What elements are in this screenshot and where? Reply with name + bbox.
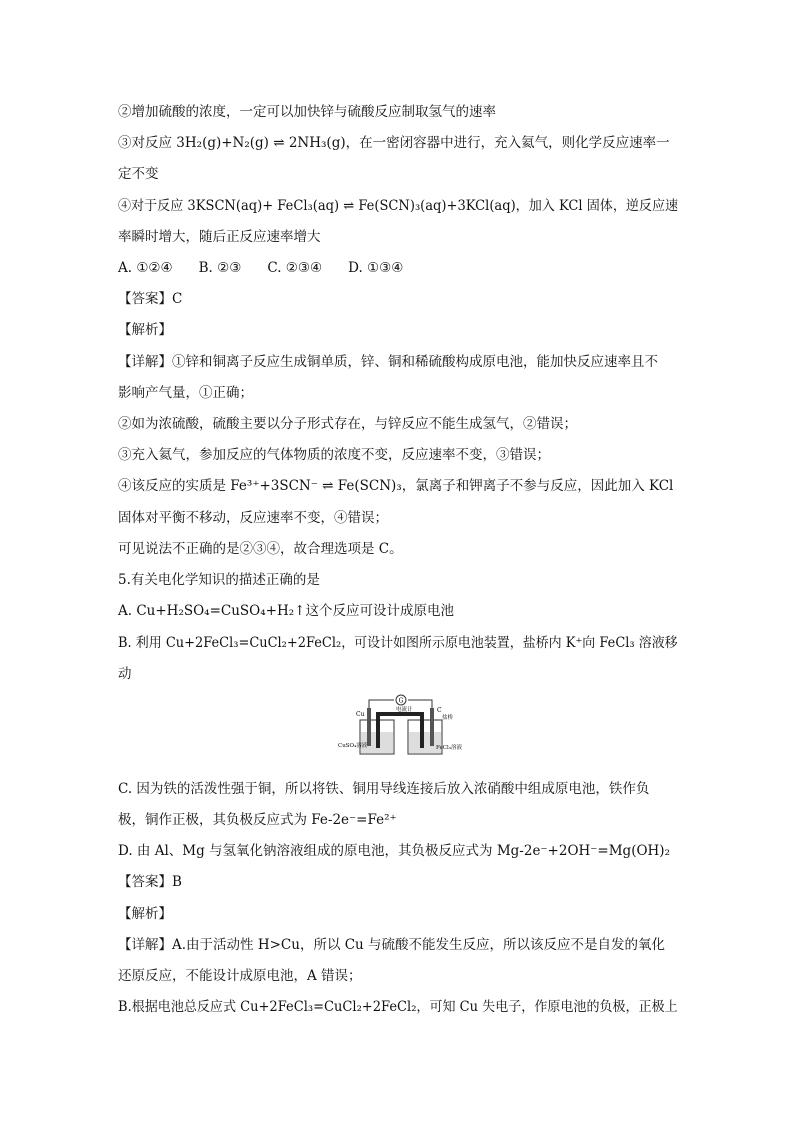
c-electrode-label: C: [437, 707, 442, 714]
text-line: 可见说法不正确的是②③④，故合理选项是 C。: [118, 541, 403, 557]
text-line: ④对于反应 3KSCN(aq)+ FeCl₃(aq) ⇌ Fe(SCN)₃(aq)+3KCl(aq)，加入 KCl 固体，逆反应速: [118, 198, 679, 214]
option-b: B. 利用 Cu+2FeCl₃=CuCl₂+2FeCl₂，可设计如图所示原电池装置，盐桥内 K⁺向 FeCl₃ 溶液移: [118, 635, 678, 651]
text-line: ②增加硫酸的浓度，一定可以加快锌与硫酸反应制取氢气的速率: [118, 104, 496, 120]
option-c: C. 因为铁的活泼性强于铜，所以将铁、铜用导线连接后放入浓硝酸中组成原电池，铁作负: [118, 781, 650, 797]
galvanic-cell-diagram: [338, 692, 462, 758]
left-solution-label: CuSO₄溶液: [338, 743, 368, 749]
text-line: ②如为浓硫酸，硫酸主要以分子形式存在，与锌反应不能生成氢气，②错误；: [118, 416, 577, 432]
text-line: ③对反应 3H₂(g)+N₂(g) ⇌ 2NH₃(g)，在一密闭容器中进行，充入氦气，则化学反应速率一: [118, 135, 670, 151]
text-line: 定不变: [118, 166, 159, 182]
text-line: 固体对平衡不移动，反应速率不变，④错误；: [118, 510, 388, 526]
salt-bridge-label: 盐桥: [442, 715, 454, 721]
choice-c: C. ②③④: [267, 260, 323, 276]
choice-b: B. ②③: [198, 260, 242, 276]
text-line: 【详解】①锌和铜离子反应生成铜单质，锌、铜和稀硫酸构成原电池，能加快反应速率且不: [118, 354, 658, 370]
galvanometer-label: G: [398, 697, 404, 705]
text-line: 极，铜作正极，其负极反应式为 Fe-2e⁻=Fe²⁺: [118, 812, 397, 828]
question-title: 5.有关电化学知识的描述正确的是: [118, 572, 320, 588]
text-line: 还原反应，不能设计成原电池，A 错误；: [118, 968, 362, 984]
analysis-label: 【解析】: [118, 322, 172, 338]
text-line: 【详解】A.由于活动性 H>Cu，所以 Cu 与硫酸不能发生反应，所以该反应不是自发的氧化: [118, 937, 666, 953]
text-line: ③充入氦气，参加反应的气体物质的浓度不变，反应速率不变，③错误；: [118, 447, 550, 463]
text-line: B.根据电池总反应式 Cu+2FeCl₃=CuCl₂+2FeCl₂，可知 Cu 失电子，作原电池的负极，正极上: [118, 999, 678, 1015]
analysis-label: 【解析】: [118, 906, 172, 922]
text-line: 率瞬时增大，随后正反应速率增大: [118, 229, 321, 245]
choice-d: D. ①③④: [348, 260, 404, 276]
answer-choices: [118, 259, 678, 277]
option-a: A. Cu+H₂SO₄=CuSO₄+H₂↑这个反应可设计成原电池: [118, 603, 454, 619]
option-d: D. 由 Al、Mg 与氢氧化钠溶液组成的原电池，其负极反应式为 Mg-2e⁻+2OH⁻=Mg(OH)₂: [118, 843, 670, 859]
meter-label: 电流计: [396, 707, 413, 713]
cu-electrode-label: Cu: [356, 711, 365, 718]
answer-label: 【答案】C: [118, 291, 183, 307]
text-line: 动: [118, 666, 132, 682]
text-line: ④该反应的实质是 Fe³⁺+3SCN⁻ ⇌ Fe(SCN)₃，氯离子和钾离子不参与反应，因此加入 KCl: [118, 478, 674, 494]
text-line: 影响产气量，①正确；: [118, 385, 253, 401]
right-solution-label: FeCl₃溶液: [436, 745, 462, 751]
choice-a: A. ①②④: [118, 260, 173, 276]
answer-label: 【答案】B: [118, 874, 182, 890]
